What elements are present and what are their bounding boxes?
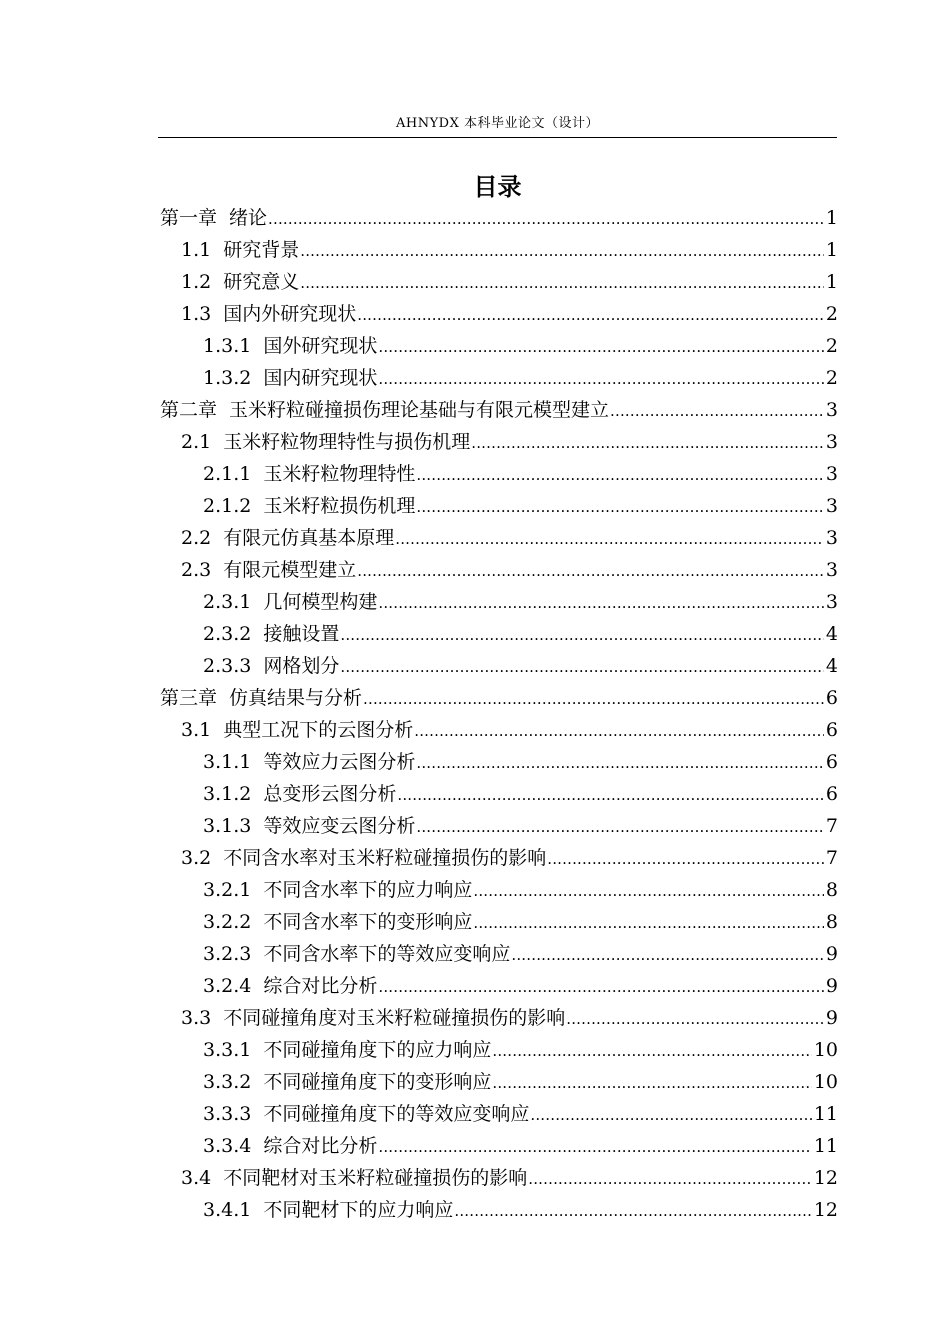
- toc-entry-number: 第三章: [160, 687, 218, 709]
- toc-entry-number: 3.1: [181, 719, 212, 741]
- toc-page-number: 11: [813, 1103, 838, 1125]
- toc-entry[interactable]: [160, 522, 838, 554]
- toc-entry-number: 3.3.3: [203, 1103, 252, 1125]
- toc-entry-number: 2.1.2: [203, 495, 252, 517]
- toc-entry[interactable]: [160, 490, 838, 522]
- toc-entry-number: 2.1.1: [203, 463, 252, 485]
- toc-entry-number: 3.4.1: [203, 1199, 252, 1221]
- toc-entry-title: 不同含水率下的等效应变响应: [263, 943, 511, 965]
- toc-entry-title: 总变形云图分析: [263, 783, 397, 805]
- toc-dot-leader: [471, 427, 824, 459]
- toc-entry-number: 1.3.2: [203, 367, 252, 389]
- toc-entry-number: 3.3.2: [203, 1071, 252, 1093]
- toc-dot-leader: [416, 491, 824, 523]
- toc-entry-number: 1.1: [181, 239, 212, 261]
- toc-dot-leader: [397, 779, 824, 811]
- toc-entry[interactable]: [160, 906, 838, 938]
- toc-entry[interactable]: [160, 842, 838, 874]
- toc-entry-title: 等效应变云图分析: [263, 815, 416, 837]
- toc-entry-title: 不同含水率下的变形响应: [263, 911, 473, 933]
- toc-page-number: 4: [825, 655, 838, 677]
- toc-entry-number: 3.2.3: [203, 943, 252, 965]
- toc-entry-number: 2.3.1: [203, 591, 252, 613]
- toc-entry[interactable]: [160, 746, 838, 778]
- toc-dot-leader: [268, 203, 824, 235]
- toc-entry-title: 综合对比分析: [263, 1135, 378, 1157]
- toc-entry-number: 3.1.1: [203, 751, 252, 773]
- toc-dot-leader: [378, 1131, 811, 1163]
- toc-entry[interactable]: [160, 362, 838, 394]
- toc-entry[interactable]: [160, 1162, 838, 1194]
- toc-entry-number: 2.3.3: [203, 655, 252, 677]
- toc-entry-title: 不同碰撞角度下的等效应变响应: [263, 1103, 530, 1125]
- toc-dot-leader: [566, 1003, 824, 1035]
- toc-entry[interactable]: [160, 970, 838, 1002]
- toc-page-number: 1: [825, 239, 838, 261]
- toc-entry-title: 不同碰撞角度下的应力响应: [263, 1039, 492, 1061]
- toc-page-number: 1: [825, 271, 838, 293]
- toc-entry[interactable]: [160, 1130, 838, 1162]
- toc-dot-leader: [473, 875, 824, 907]
- toc-dot-leader: [395, 523, 824, 555]
- toc-page-number: 1: [825, 207, 838, 229]
- toc-page-number: 8: [825, 879, 838, 901]
- toc-page-number: 4: [825, 623, 838, 645]
- toc-entry-number: 3.2.1: [203, 879, 252, 901]
- toc-entry[interactable]: [160, 1194, 838, 1226]
- toc-entry-number: 2.2: [181, 527, 212, 549]
- toc-entry-title: 几何模型构建: [263, 591, 378, 613]
- toc-entry-title: 国内外研究现状: [223, 303, 357, 325]
- toc-page-number: 9: [825, 975, 838, 997]
- toc-entry[interactable]: [160, 394, 838, 426]
- toc-entry-number: 3.1.3: [203, 815, 252, 837]
- toc-entry-title: 研究意义: [223, 271, 300, 293]
- toc-entry[interactable]: [160, 330, 838, 362]
- toc-entry[interactable]: [160, 810, 838, 842]
- toc-entry-title: 国外研究现状: [263, 335, 378, 357]
- toc-dot-leader: [530, 1099, 811, 1131]
- toc-entry[interactable]: [160, 554, 838, 586]
- toc-entry-number: 2.3: [181, 559, 212, 581]
- toc-dot-leader: [492, 1067, 811, 1099]
- toc-dot-leader: [414, 715, 824, 747]
- toc-page-number: 9: [825, 1007, 838, 1029]
- toc-entry-title: 有限元仿真基本原理: [223, 527, 395, 549]
- toc-entry[interactable]: [160, 234, 838, 266]
- toc-dot-leader: [300, 235, 824, 267]
- toc-entry-number: 2.3.2: [203, 623, 252, 645]
- toc-page-number: 3: [825, 431, 838, 453]
- toc-entry-title: 有限元模型建立: [223, 559, 357, 581]
- toc-entry-number: 3.4: [181, 1167, 212, 1189]
- toc-page-number: 7: [825, 847, 838, 869]
- toc-entry-title: 玉米籽粒损伤机理: [263, 495, 416, 517]
- toc-entry-number: 1.3.1: [203, 335, 252, 357]
- toc-dot-leader: [378, 331, 824, 363]
- toc-page-number: 3: [825, 591, 838, 613]
- toc-entry-number: 3.2.4: [203, 975, 252, 997]
- toc-dot-leader: [378, 587, 824, 619]
- toc-entry-title: 综合对比分析: [263, 975, 378, 997]
- toc-dot-leader: [340, 651, 824, 683]
- toc-entry-title: 玉米籽粒碰撞损伤理论基础与有限元模型建立: [229, 399, 610, 421]
- toc-entry-number: 1.2: [181, 271, 212, 293]
- toc-entry[interactable]: [160, 874, 838, 906]
- page-header: AHNYDX 本科毕业论文（设计）: [396, 116, 599, 131]
- toc-entry-title: 典型工况下的云图分析: [223, 719, 414, 741]
- toc-dot-leader: [473, 907, 824, 939]
- toc-entry[interactable]: [160, 618, 838, 650]
- toc-entry-number: 3.3.1: [203, 1039, 252, 1061]
- toc-entry[interactable]: [160, 266, 838, 298]
- toc-page-number: 7: [825, 815, 838, 837]
- toc-entry-title: 不同碰撞角度对玉米籽粒碰撞损伤的影响: [223, 1007, 566, 1029]
- toc-entry-number: 3.3.4: [203, 1135, 252, 1157]
- toc-entry[interactable]: [160, 586, 838, 618]
- toc-dot-leader: [300, 267, 824, 299]
- toc-dot-leader: [357, 299, 824, 331]
- toc-dot-leader: [610, 395, 824, 427]
- toc-entry-number: 第一章: [160, 207, 218, 229]
- toc-entry-title: 绪论: [229, 207, 268, 229]
- toc-dot-leader: [416, 459, 824, 491]
- toc-entry-title: 玉米籽粒物理特性: [263, 463, 416, 485]
- toc-entry-title: 网格划分: [263, 655, 340, 677]
- toc-entry[interactable]: [160, 1098, 838, 1130]
- toc-page-number: 3: [825, 527, 838, 549]
- toc-entry-title: 国内研究现状: [263, 367, 378, 389]
- toc-dot-leader: [363, 683, 824, 715]
- toc-entry-number: 第二章: [160, 399, 218, 421]
- toc-page-number: 6: [825, 719, 838, 741]
- toc-entry[interactable]: [160, 650, 838, 682]
- toc-entry[interactable]: [160, 1066, 838, 1098]
- toc-page-number: 3: [825, 399, 838, 421]
- toc-page-number: 12: [813, 1167, 838, 1189]
- toc-entry-number: 1.3: [181, 303, 212, 325]
- toc-dot-leader: [378, 971, 824, 1003]
- toc-entry[interactable]: [160, 298, 838, 330]
- toc-dot-leader: [357, 555, 824, 587]
- toc-page-number: 8: [825, 911, 838, 933]
- toc-entry-title: 研究背景: [223, 239, 300, 261]
- header-rule: [158, 137, 837, 138]
- toc-entry-number: 3.2: [181, 847, 212, 869]
- toc-dot-leader: [511, 939, 824, 971]
- toc-page-number: 6: [825, 687, 838, 709]
- toc-entry[interactable]: [160, 714, 838, 746]
- toc-page-number: 12: [813, 1199, 838, 1221]
- toc-page-number: 3: [825, 559, 838, 581]
- toc-entry[interactable]: [160, 1002, 838, 1034]
- toc-page-number: 6: [825, 751, 838, 773]
- table-of-contents: [160, 202, 838, 1226]
- toc-page-number: 2: [825, 303, 838, 325]
- toc-entry[interactable]: [160, 458, 838, 490]
- toc-dot-leader: [528, 1163, 812, 1195]
- toc-entry-title: 等效应力云图分析: [263, 751, 416, 773]
- toc-entry[interactable]: [160, 938, 838, 970]
- toc-page-number: 3: [825, 463, 838, 485]
- toc-entry-number: 3.1.2: [203, 783, 252, 805]
- toc-entry[interactable]: [160, 426, 838, 458]
- toc-page-number: 10: [813, 1071, 838, 1093]
- toc-entry-title: 接触设置: [263, 623, 340, 645]
- toc-entry[interactable]: [160, 778, 838, 810]
- toc-entry[interactable]: [160, 1034, 838, 1066]
- toc-entry-number: 2.1: [181, 431, 212, 453]
- toc-entry-title: 不同含水率下的应力响应: [263, 879, 473, 901]
- toc-dot-leader: [454, 1195, 811, 1227]
- toc-page-number: 9: [825, 943, 838, 965]
- toc-page-number: 2: [825, 335, 838, 357]
- toc-entry[interactable]: [160, 202, 838, 234]
- toc-page-number: 6: [825, 783, 838, 805]
- toc-entry-title: 不同靶材下的应力响应: [263, 1199, 454, 1221]
- toc-entry-title: 不同碰撞角度下的变形响应: [263, 1071, 492, 1093]
- toc-page-number: 2: [825, 367, 838, 389]
- toc-page-number: 10: [813, 1039, 838, 1061]
- toc-entry-title: 仿真结果与分析: [229, 687, 363, 709]
- toc-dot-leader: [547, 843, 824, 875]
- toc-entry[interactable]: [160, 682, 838, 714]
- toc-entry-number: 3.2.2: [203, 911, 252, 933]
- toc-dot-leader: [416, 747, 824, 779]
- toc-dot-leader: [416, 811, 824, 843]
- toc-dot-leader: [378, 363, 824, 395]
- toc-entry-title: 不同靶材对玉米籽粒碰撞损伤的影响: [223, 1167, 528, 1189]
- toc-page-number: 3: [825, 495, 838, 517]
- toc-page-number: 11: [813, 1135, 838, 1157]
- toc-entry-title: 玉米籽粒物理特性与损伤机理: [223, 431, 471, 453]
- toc-dot-leader: [492, 1035, 811, 1067]
- toc-entry-title: 不同含水率对玉米籽粒碰撞损伤的影响: [223, 847, 547, 869]
- toc-title: 目录: [473, 173, 522, 201]
- toc-entry-number: 3.3: [181, 1007, 212, 1029]
- toc-dot-leader: [340, 619, 824, 651]
